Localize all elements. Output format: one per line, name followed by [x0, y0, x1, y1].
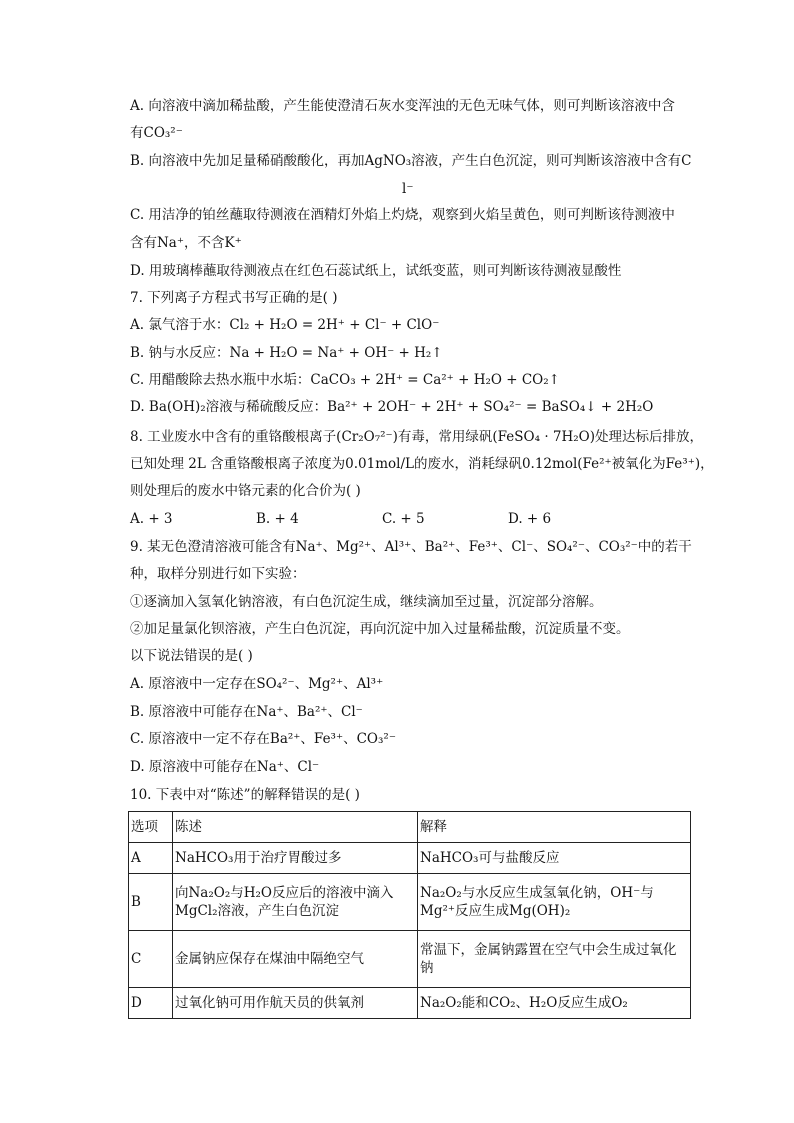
- table-cell-statement: 金属钠应保存在煤油中隔绝空气: [173, 931, 418, 988]
- table-cell-statement: NaHCO₃用于治疗胃酸过多: [173, 843, 418, 874]
- q6-option-b-line2: l⁻: [402, 181, 414, 197]
- table-cell-explanation: Na₂O₂与水反应生成氢氧化钠，OH⁻与Mg²⁺反应生成Mg(OH)₂: [418, 874, 691, 931]
- q8-stem-line2: 已知处理 2L 含重铬酸根离子浓度为0.01mol/L的废水，消耗绿矾0.12mol(Fe²⁺被氧化为Fe³⁺)，: [130, 456, 714, 472]
- q8-option-a: A. + 3: [130, 511, 173, 527]
- q8-option-b: B. + 4: [256, 511, 299, 527]
- table-row: [129, 843, 691, 874]
- table-cell-statement: 过氧化钠可用作航天员的供氧剂: [173, 988, 418, 1019]
- table-cell-explanation: Na₂O₂能和CO₂、H₂O反应生成O₂: [418, 988, 691, 1019]
- q9-experiment-2: ②加足量氯化钡溶液，产生白色沉淀，再向沉淀中加入过量稀盐酸，沉淀质量不变。: [130, 621, 630, 637]
- q7-option-d: D. Ba(OH)₂溶液与稀硫酸反应：Ba²⁺ + 2OH⁻ + 2H⁺ + SO₄²⁻ = BaSO₄↓ + 2H₂O: [130, 399, 654, 415]
- q6-option-b-line1: B. 向溶液中先加足量稀硝酸酸化，再加AgNO₃溶液，产生白色沉淀，则可判断该溶液中含有C: [130, 153, 692, 169]
- table-header-row: [129, 812, 691, 843]
- q6-option-a-line2: 有CO₃²⁻: [130, 125, 183, 141]
- q9-stem-line1: 9. 某无色澄清溶液可能含有Na⁺、Mg²⁺、Al³⁺、Ba²⁺、Fe³⁺、Cl⁻、SO₄²⁻、CO₃²⁻中的若干: [130, 539, 692, 555]
- q7-option-b: B. 钠与水反应：Na + H₂O = Na⁺ + OH⁻ + H₂↑: [130, 345, 443, 361]
- q6-option-c-line1: C. 用洁净的铂丝蘸取待测液在酒精灯外焰上灼烧，观察到火焰呈黄色，则可判断该待测液中: [130, 207, 675, 223]
- q9-stem-line2: 种，取样分别进行如下实验：: [130, 566, 306, 582]
- table-cell-option: A: [129, 843, 173, 874]
- q10-table: [128, 811, 691, 1019]
- q9-option-d: D. 原溶液中可能存在Na⁺、Cl⁻: [130, 759, 320, 775]
- q7-option-c: C. 用醋酸除去热水瓶中水垢：CaCO₃ + 2H⁺ = Ca²⁺ + H₂O + CO₂↑: [130, 372, 560, 388]
- table-cell-option: C: [129, 931, 173, 988]
- q6-option-a-line1: A. 向溶液中滴加稀盐酸，产生能使澄清石灰水变浑浊的无色无味气体，则可判断该溶液中含: [130, 98, 675, 114]
- q9-option-b: B. 原溶液中可能存在Na⁺、Ba²⁺、Cl⁻: [130, 704, 363, 720]
- q7-option-a: A. 氯气溶于水：Cl₂ + H₂O = 2H⁺ + Cl⁻ + ClO⁻: [130, 317, 440, 333]
- table-cell-option: D: [129, 988, 173, 1019]
- q6-option-d: D. 用玻璃棒蘸取待测液点在红色石蕊试纸上，试纸变蓝，则可判断该待测液显酸性: [130, 263, 622, 279]
- table-row: [129, 874, 691, 931]
- q8-option-d: D. + 6: [508, 511, 552, 527]
- q9-ask: 以下说法错误的是( ): [130, 648, 253, 664]
- table-header-statement: 陈述: [173, 812, 418, 843]
- q8-stem-line1: 8. 工业废水中含有的重铬酸根离子(Cr₂O₇²⁻)有毒，常用绿矾(FeSO₄ · 7H₂O)处理达标后排放，: [130, 429, 704, 445]
- q9-option-a: A. 原溶液中一定存在SO₄²⁻、Mg²⁺、Al³⁺: [130, 676, 384, 692]
- q9-option-c: C. 原溶液中一定不存在Ba²⁺、Fe³⁺、CO₃²⁻: [130, 731, 396, 747]
- table-row: [129, 988, 691, 1019]
- table-row: [129, 931, 691, 988]
- q8-stem-line3: 则处理后的废水中铬元素的化合价为( ): [130, 483, 361, 499]
- q6-option-c-line2: 含有Na⁺，不含K⁺: [130, 235, 242, 251]
- q8-option-c: C. + 5: [382, 511, 425, 527]
- q7-stem: 7. 下列离子方程式书写正确的是( ): [130, 290, 338, 306]
- table-cell-statement: 向Na₂O₂与H₂O反应后的溶液中滴入MgCl₂溶液，产生白色沉淀: [173, 874, 418, 931]
- q9-experiment-1: ①逐滴加入氢氧化钠溶液，有白色沉淀生成，继续滴加至过量，沉淀部分溶解。: [130, 594, 603, 610]
- q10-stem: 10. 下表中对“陈述”的解释错误的是( ): [130, 787, 360, 803]
- table-cell-explanation: 常温下，金属钠露置在空气中会生成过氧化钠: [418, 931, 691, 988]
- table-cell-option: B: [129, 874, 173, 931]
- table-header-option: 选项: [129, 812, 173, 843]
- table-cell-explanation: NaHCO₃可与盐酸反应: [418, 843, 691, 874]
- table-header-explanation: 解释: [418, 812, 691, 843]
